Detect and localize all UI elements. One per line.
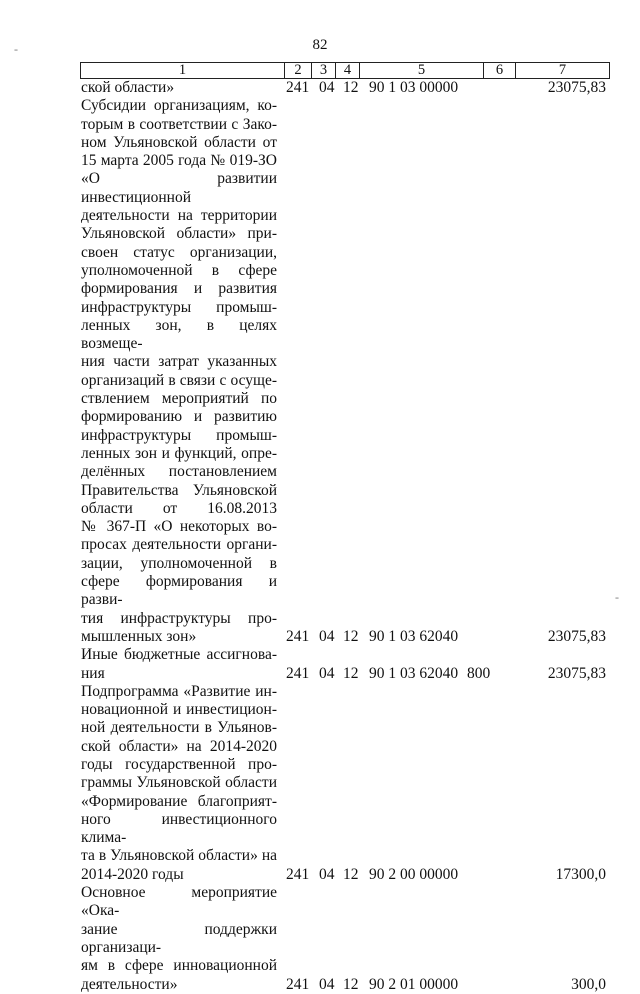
cell-c5: 90 1 03 62040	[369, 628, 459, 646]
description-line: Правительства Ульяновской	[81, 481, 277, 499]
description-line: ния	[81, 664, 105, 682]
row-values	[81, 79, 610, 97]
description-line: ленных зон, в целях возмеще-	[81, 316, 277, 353]
description-line: ния части затрат указанных	[81, 353, 277, 371]
description-line: зание поддержки организаци-	[81, 920, 277, 956]
header-col-6: 6	[484, 63, 516, 78]
cell-c2: 241	[286, 975, 310, 993]
header-col-7: 7	[558, 62, 567, 78]
cell-c3: 04	[319, 664, 335, 682]
description-line: организаций в связи с осуще-	[81, 371, 277, 389]
description-line: инфраструктуры промыш-	[81, 298, 277, 316]
cell-c7: 300,0	[571, 975, 606, 993]
description-line: граммы Ульяновской области	[81, 774, 277, 792]
description-line: инфраструктуры промыш-	[81, 426, 277, 444]
cell-c3: 04	[319, 975, 335, 993]
row-values	[81, 665, 610, 683]
description-line: 2014-2020 годы	[81, 865, 184, 883]
table-row	[81, 79, 610, 97]
cell-c2: 241	[286, 866, 310, 884]
cell-c7: 23075,83	[547, 628, 606, 646]
table-header	[80, 62, 610, 79]
description-line: формирования и развития	[81, 280, 277, 298]
table-row	[81, 683, 610, 884]
description-line: годы государственной про-	[81, 755, 277, 773]
cell-c7: 23075,83	[547, 79, 606, 97]
description-line: «Формирование благоприят-	[81, 792, 277, 810]
description-line: Субсидии организациям, ко-	[81, 97, 277, 115]
cell-c4: 12	[343, 628, 359, 646]
cell-c5: 90 2 00 00000	[369, 866, 459, 884]
description-line: Иные бюджетные ассигнова-	[81, 646, 277, 664]
cell-c2: 241	[286, 664, 310, 682]
row-description	[81, 683, 277, 884]
scan-speck: -	[14, 42, 18, 56]
cell-c4: 12	[343, 79, 359, 97]
cell-c5: 90 1 03 62040	[369, 664, 459, 682]
table-row	[81, 646, 610, 683]
description-line: формированию и развитию	[81, 408, 277, 426]
cell-c7: 17300,0	[555, 866, 606, 884]
description-line: зации, уполномоченной в	[81, 554, 277, 572]
description-line: делённых постановлением	[81, 463, 277, 481]
description-line: торым в соответствии с Зако-	[81, 115, 277, 133]
cell-c2: 241	[286, 628, 310, 646]
description-line: деятельности»	[81, 975, 178, 993]
description-line: деятельности на территории	[81, 207, 277, 225]
row-values	[81, 976, 610, 994]
cell-c2: 241	[286, 79, 310, 97]
description-line: просах деятельности органи-	[81, 536, 277, 554]
description-line: своен статус организации,	[81, 243, 277, 261]
description-line: та в Ульяновской области» на	[81, 847, 277, 865]
cell-c3: 04	[319, 866, 335, 884]
description-line: ном Ульяновской области от	[81, 133, 277, 151]
description-line: 15 марта 2005 года № 019-ЗО	[81, 152, 277, 170]
cell-c3: 04	[319, 628, 335, 646]
description-line: ской области»	[81, 79, 175, 96]
table-body	[81, 79, 610, 994]
description-line: ской области» на 2014-2020	[81, 737, 277, 755]
cell-c4: 12	[343, 866, 359, 884]
row-description	[81, 97, 277, 646]
description-line: новационной и инвестицион-	[81, 701, 277, 719]
description-line: № 367-П «О некоторых во-	[81, 518, 277, 536]
description-line: «О развитии инвестиционной	[81, 170, 277, 206]
table-row	[81, 97, 610, 646]
description-line: области от 16.08.2013	[81, 499, 277, 517]
scan-speck: -	[615, 590, 619, 604]
cell-c4: 12	[343, 664, 359, 682]
description-line: ям в сфере инновационной	[81, 957, 277, 975]
description-line: Подпрограмма «Развитие ин-	[81, 682, 277, 700]
description-line: мышленных зон»	[81, 627, 197, 645]
cell-c5: 90 1 03 00000	[369, 79, 459, 97]
description-line: уполномоченной в сфере	[81, 261, 277, 279]
cell-c4: 12	[343, 975, 359, 993]
cell-c5: 90 2 01 00000	[369, 975, 459, 993]
cell-c6: 800	[467, 664, 491, 682]
description-line: ного инвестиционного клима-	[81, 810, 277, 847]
header-col-3: 3	[312, 63, 336, 78]
description-line: ленных зон и функций, опре-	[81, 444, 277, 462]
description-line: ной деятельности в Ульянов-	[81, 719, 277, 737]
description-line: сфере формирования и разви-	[81, 573, 277, 609]
header-col-4: 4	[336, 63, 360, 78]
header-col-5: 5	[360, 63, 484, 78]
header-col-2: 2	[285, 63, 312, 78]
page-number: 82	[312, 37, 328, 53]
cell-c7: 23075,83	[547, 664, 606, 682]
header-col-1: 1	[81, 63, 285, 78]
description-line: ствлением мероприятий по	[81, 390, 277, 408]
description-line: тия инфраструктуры про-	[81, 609, 277, 627]
description-line: Основное мероприятие «Ока-	[81, 884, 277, 920]
cell-c3: 04	[319, 79, 335, 97]
row-values	[81, 628, 610, 646]
row-values	[81, 866, 610, 884]
description-line: Ульяновской области» при-	[81, 225, 277, 243]
table-row	[81, 884, 610, 994]
